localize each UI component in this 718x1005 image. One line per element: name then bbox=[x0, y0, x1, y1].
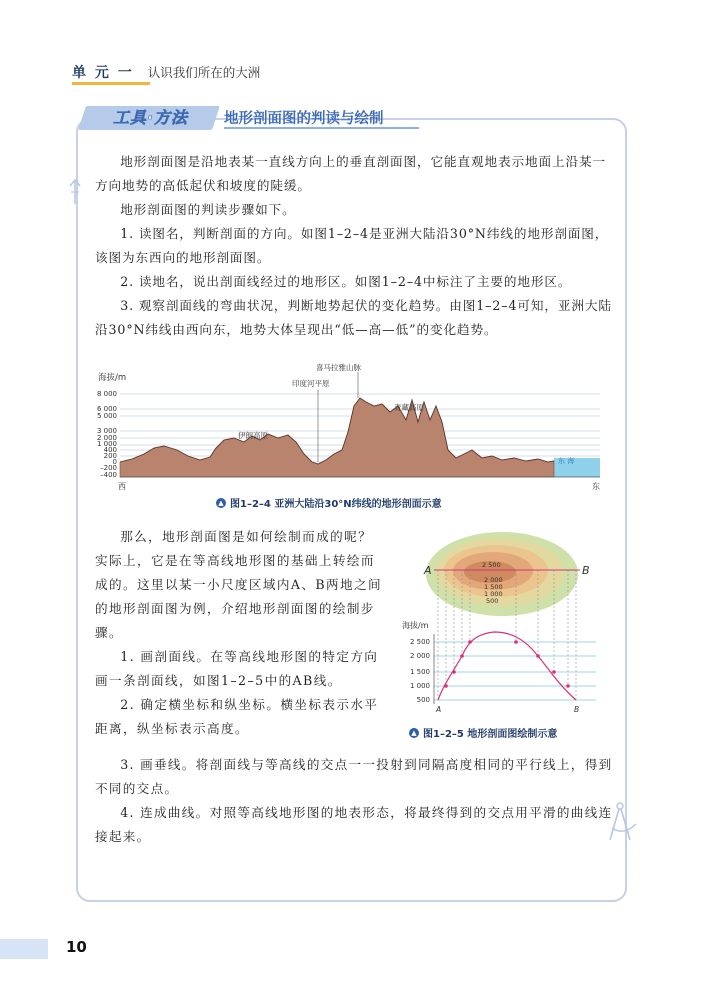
section-tag: 工具·方法 bbox=[112, 108, 189, 127]
paragraph-step-2: 2. 读地名，说出剖面线经过的地形区。如图1–2–4中标注了主要的地形区。 bbox=[120, 274, 572, 289]
height-tick: 1 500 bbox=[409, 668, 430, 676]
y-tick: 5 000 bbox=[96, 412, 117, 420]
height-tick: 2 500 bbox=[409, 638, 430, 646]
contour-map bbox=[426, 532, 578, 616]
paragraph-draw-step-4: 4. 连成曲线。对照等高线地形图的地表形态，将最终得到的交点用平滑的曲线连接起来。 bbox=[95, 805, 613, 844]
unit-underline bbox=[72, 82, 150, 85]
footer-bar bbox=[0, 939, 48, 959]
drafting-compass-icon bbox=[606, 800, 640, 844]
y-tick: –200 bbox=[100, 464, 117, 472]
height-tick: 500 bbox=[416, 696, 430, 704]
figure-1-2-5-caption bbox=[409, 725, 557, 740]
height-tick: 1 000 bbox=[409, 682, 430, 690]
unit-title: 认识我们所在的大洲 bbox=[147, 65, 261, 80]
contour-label: 1 000 bbox=[484, 590, 503, 598]
label-iran-plateau: 伊朗高原 bbox=[238, 431, 268, 440]
paragraph-step-1: 1. 读图名，判断剖面的方向。如图1–2–4是亚洲大陆沿30°N纬线的地形剖面图，该图为东西向的地形剖面图。 bbox=[95, 226, 609, 265]
section-title: 地形剖面图的判读与绘制 bbox=[224, 111, 384, 127]
profile-point-a: A bbox=[436, 705, 442, 714]
unit-header bbox=[72, 60, 260, 84]
y-tick: 1 000 bbox=[96, 440, 117, 448]
profile-axis-title-2: 海拔/m bbox=[402, 621, 429, 630]
y-tick: 400 bbox=[103, 446, 117, 454]
y-tick: 2 000 bbox=[96, 434, 117, 442]
section-title-underline bbox=[224, 127, 419, 129]
paragraph-draw-step-2: 2. 确定横坐标和纵坐标。横坐标表示水平距离，纵坐标表示高度。 bbox=[95, 697, 379, 736]
figure-1-2-4-caption bbox=[216, 495, 442, 510]
caption-icon: ▲ bbox=[409, 728, 419, 738]
contour-label: 2 000 bbox=[484, 576, 503, 584]
terrain-profile-area bbox=[120, 398, 554, 477]
label-east: 东 bbox=[592, 482, 600, 491]
map-point-a: A bbox=[424, 564, 432, 577]
contour-label: 2 500 bbox=[482, 561, 501, 569]
intro-text bbox=[95, 150, 613, 342]
contour-label: 500 bbox=[486, 597, 499, 605]
height-ticks bbox=[410, 638, 430, 704]
unit-number: 单 元 一 bbox=[72, 65, 134, 81]
paragraph-step-3: 3. 观察剖面线的弯曲状况，判断地势起伏的变化趋势。由图1–2–4可知，亚洲大陆沿30°N纬线由西向东，地势大体呈现出“低—高—低”的变化趋势。 bbox=[95, 298, 612, 337]
y-tick: 0 bbox=[112, 458, 117, 466]
caption-icon: ▲ bbox=[216, 498, 226, 508]
compass-arrow-icon bbox=[68, 178, 82, 204]
label-west: 西 bbox=[118, 482, 126, 491]
paragraph-definition: 地形剖面图是沿地表某一直线方向上的垂直剖面图，它能直观地表示地面上沿某一方向地势的高低起伏和坡度的陡缓。 bbox=[95, 154, 606, 193]
figure-1-2-4-caption-text: 图1–2–4 亚洲大陆沿30°N纬线的地形剖面示意 bbox=[230, 499, 442, 510]
label-tibet-plateau: 青藏高原 bbox=[394, 403, 424, 412]
terrain-profile-figure bbox=[92, 362, 608, 492]
height-lines bbox=[434, 642, 596, 700]
y-tick: 3 000 bbox=[96, 427, 117, 435]
profile-point-b: B bbox=[574, 705, 580, 714]
paragraph-draw-step-1: 1. 画剖面线。在等高线地形图的特定方向画一条剖面线，如图1–2–5中的AB线。 bbox=[95, 649, 379, 688]
paragraph-draw-step-3: 3. 画垂线。将剖面线与等高线的交点一一投射到同隔高度相同的平行线上，得到不同的交点。 bbox=[95, 757, 613, 796]
label-indus-plain: 印度河平原 bbox=[292, 379, 330, 388]
profile-y-ticks bbox=[97, 390, 117, 479]
y-tick: 6 000 bbox=[96, 405, 117, 413]
height-tick: 2 000 bbox=[409, 652, 430, 660]
contour-label: 1 500 bbox=[484, 583, 503, 591]
drawing-text-continued bbox=[95, 753, 613, 849]
paragraph-steps-intro: 地形剖面图的判读步骤如下。 bbox=[120, 202, 296, 217]
y-tick: 200 bbox=[103, 452, 117, 460]
profile-axis-title: 海拔/m bbox=[98, 373, 127, 383]
profile-drawing-figure bbox=[398, 524, 603, 714]
figure-1-2-5-caption-text: 图1–2–5 地形剖面图绘制示意 bbox=[423, 729, 558, 740]
intersection-points bbox=[444, 640, 570, 688]
label-east-sea: 东 海 bbox=[558, 457, 575, 465]
drawing-text bbox=[95, 525, 385, 741]
label-himalaya: 喜马拉雅山脉 bbox=[316, 363, 361, 372]
map-point-b: B bbox=[582, 564, 590, 577]
page-number: 10 bbox=[66, 938, 87, 956]
paragraph-drawing-intro: 那么，地形剖面图是如何绘制而成的呢？实际上，它是在等高线地形图的基础上转绘而成的。这里以某一小尺度区域内A、B两地之间的地形剖面图为例，介绍地形剖面图的绘制步骤。 bbox=[95, 529, 383, 640]
y-tick: 8 000 bbox=[96, 390, 117, 398]
y-tick: –400 bbox=[100, 471, 117, 479]
